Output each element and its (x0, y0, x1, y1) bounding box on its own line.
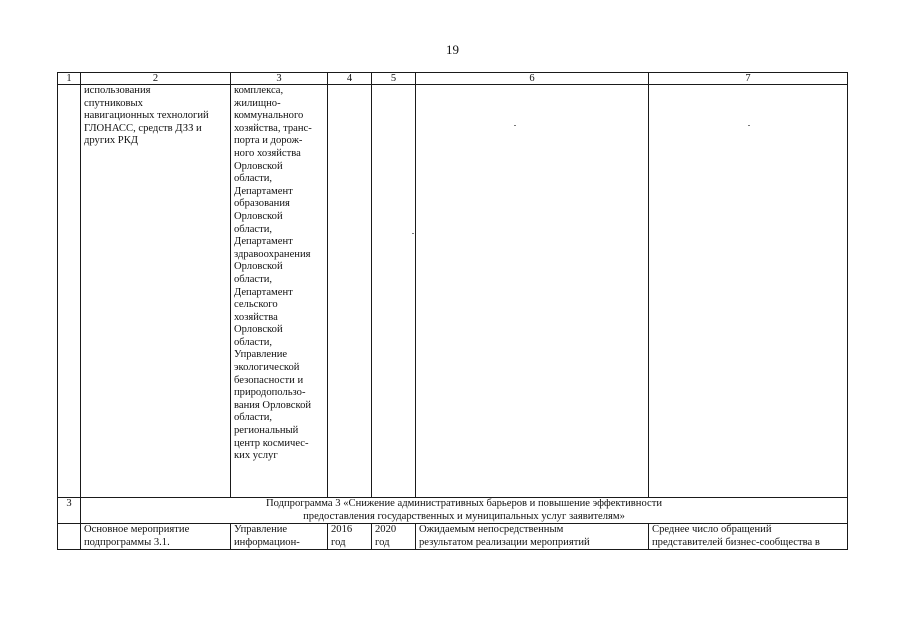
text-line: сельского (234, 299, 278, 311)
text-line: использования (84, 85, 151, 96)
text-line: представителей бизнес-сообщества в (652, 536, 820, 548)
text-line: Орловской (234, 261, 283, 273)
text-line: Среднее число обращений (652, 524, 772, 535)
text-line: ГЛОНАСС, средств ДЗЗ и (84, 122, 202, 134)
text-line: комплекса, (234, 85, 284, 96)
header-cell-1: 1 (58, 73, 81, 85)
text-line: Ожидаемым непосредственным (419, 524, 564, 535)
text-line: здравоохранения (234, 248, 311, 260)
text-line: спутниковых (84, 97, 143, 109)
text-line: области, (234, 223, 273, 235)
text-line: Орловской (234, 210, 283, 222)
text-line: экологической (234, 362, 300, 374)
subprogram-title (81, 498, 848, 524)
scan-speck (514, 125, 516, 126)
text-line: хозяйства, транс- (234, 122, 312, 134)
text-line: вания Орловской (234, 399, 312, 411)
cell-activity-name (81, 524, 231, 550)
cell-start-year (328, 524, 372, 550)
header-cell-4: 4 (328, 73, 372, 85)
text-line: ного хозяйства (234, 147, 301, 159)
text-line: образования (234, 198, 290, 210)
text-line: Орловской (234, 324, 283, 336)
text-line: области, (234, 273, 273, 285)
text-line: безопасности и (234, 374, 304, 386)
cell-indicator (649, 524, 848, 550)
text-line: хозяйства (234, 311, 278, 323)
text-line: центр космичес- (234, 437, 309, 449)
text-line: навигационных технологий (84, 110, 209, 122)
scan-speck (748, 125, 750, 126)
page-number: 19 (446, 42, 459, 57)
text-line: ких услуг (234, 450, 278, 462)
table-row-activity-3-1 (58, 524, 848, 550)
text-line: Управление (234, 524, 288, 535)
text-line: Орловской (234, 160, 283, 172)
text-line: Управление (234, 349, 288, 361)
text-line: области, (234, 336, 273, 348)
cell-activity-name (81, 85, 231, 498)
text-line: других РКД (84, 135, 138, 147)
header-row (58, 73, 848, 85)
text-line: информацион- (234, 536, 300, 548)
scan-speck (412, 233, 414, 234)
cell-expected-result (416, 85, 649, 498)
text-line: природопользо- (234, 387, 306, 399)
text-line: 2016 (331, 524, 353, 535)
cell-number (58, 524, 81, 550)
header-cell-2: 2 (81, 73, 231, 85)
cell-end-year (372, 524, 416, 550)
text-line: год (331, 536, 346, 548)
table-row-continued (58, 85, 848, 498)
cell-indicator (649, 85, 848, 498)
text-line: Департамент (234, 236, 293, 248)
text-line: результатом реализации мероприятий (419, 536, 590, 548)
subprogram-number: 3 (58, 498, 81, 524)
text-line: предоставления государственных и муниципальных услуг заявителям» (303, 510, 625, 522)
cell-expected-result (416, 524, 649, 550)
cell-responsible-executors (231, 85, 328, 498)
cell-number (58, 85, 81, 498)
subprogram-row (58, 498, 848, 524)
header-cell-6: 6 (416, 73, 649, 85)
cell-end-year (372, 85, 416, 498)
cell-responsible-executors (231, 524, 328, 550)
text-line: Департамент (234, 185, 293, 197)
text-line: Основное мероприятие (84, 524, 190, 535)
header-cell-3: 3 (231, 73, 328, 85)
text-line: региональный (234, 425, 299, 437)
text-line: Подпрограмма 3 «Снижение административных барьеров и повышение эффективности (265, 498, 663, 509)
cell-start-year (328, 85, 372, 498)
header-cell-5: 5 (372, 73, 416, 85)
text-line: области, (234, 412, 273, 424)
text-line: порта и дорож- (234, 135, 303, 147)
text-line: Департамент (234, 286, 293, 298)
text-line: 2020 (375, 524, 397, 535)
header-cell-7: 7 (649, 73, 848, 85)
program-table (57, 72, 848, 550)
text-line: коммунального (234, 110, 304, 122)
text-line: области, (234, 173, 273, 185)
text-line: жилищно- (234, 97, 281, 109)
text-line: подпрограммы 3.1. (84, 536, 170, 548)
text-line: год (375, 536, 390, 548)
